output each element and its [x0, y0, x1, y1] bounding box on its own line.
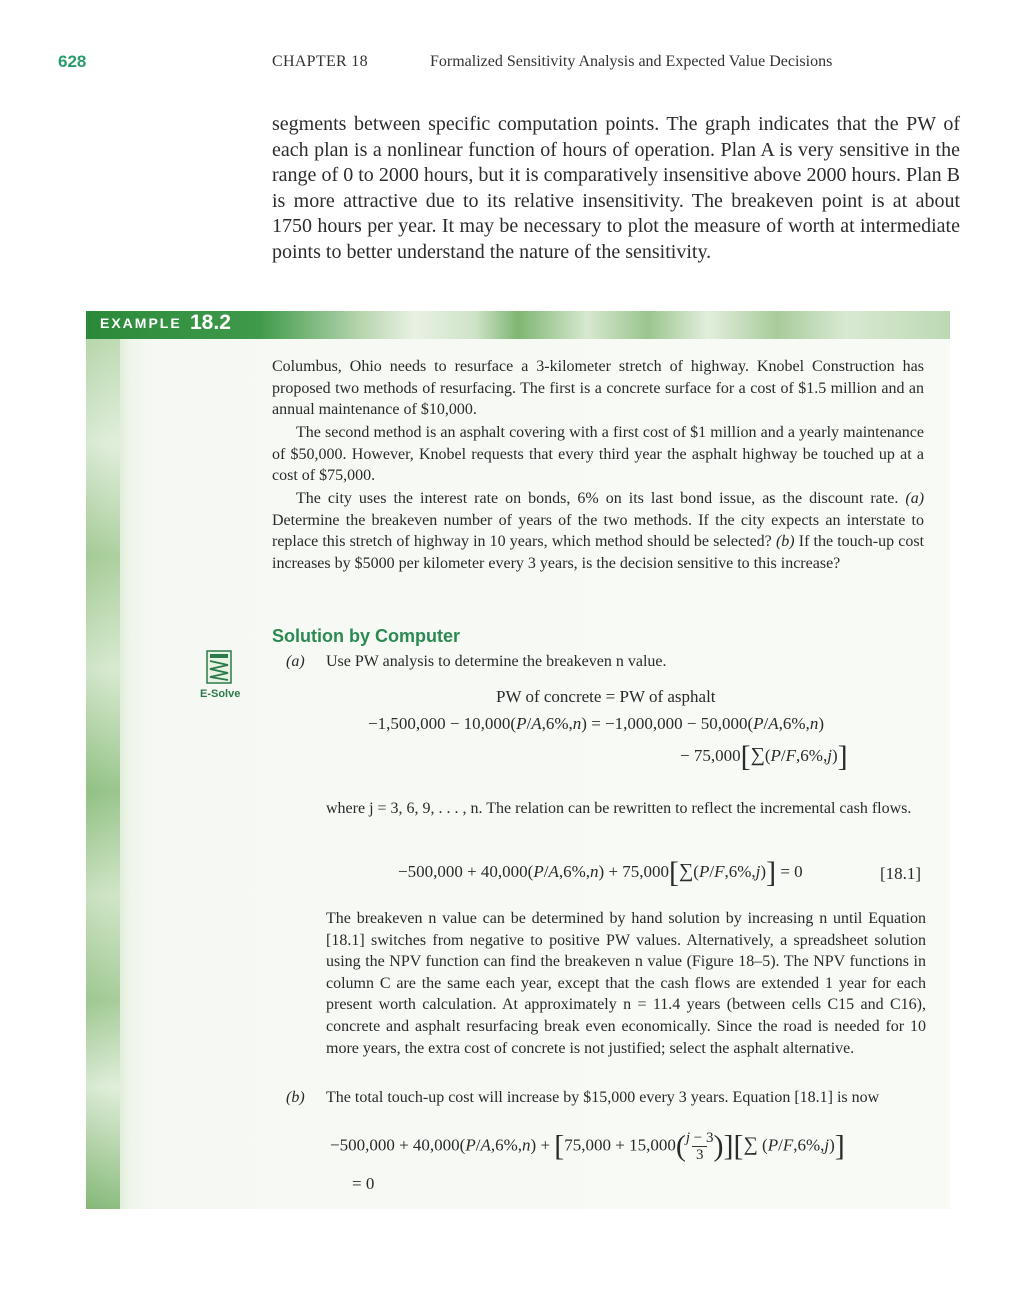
example-paragraph-3 — [272, 488, 924, 574]
p3-intro: The city uses the interest rate on bonds, 6% on its last bond issue, as the discount rate. — [296, 490, 899, 507]
equation-increasing-touchup: −500,000 + 40,000(P/A,6%,n) + [75,000 + 15,000(j − 3 3 )][∑ (P/F,6%,j)] — [330, 1129, 845, 1163]
equation-number: [18.1] — [880, 864, 922, 883]
p3-b-text: If the touch-up cost increases by $5000 per kilometer every 3 years, is the decision sensitive to this increase? — [272, 533, 925, 572]
example-paragraph-2: The second method is an asphalt covering with a first cost of $1 million and a yearly maintenance of $50,000. However, Knobel requests that every third year the asphalt highway be touched up at a cost of $75,000. — [272, 424, 924, 485]
example-label: EXAMPLE — [100, 315, 182, 331]
example-number: 18.2 — [190, 311, 231, 334]
page-number: 628 — [58, 52, 87, 71]
where-text: where j = 3, 6, 9, . . . , n. The relation can be rewritten to reflect the incremental cash flows. — [326, 800, 912, 817]
part-a-label: (a) — [286, 653, 305, 670]
p3-b-label: (b) — [775, 533, 795, 551]
equation-pw-equality: PW of concrete = PW of asphalt — [496, 687, 716, 706]
intro-paragraph: segments between specific computation points. The graph indicates that the PW of each plan is a nonlinear function of hours of operation. Plan A is very sensitive in the range of 0 to 2000 hours, but it is comparatively insensitive above 2000 hours. Plan B is more attractive due to its relative insensitivity. The breakeven point is at about 1750 hours per year. It may be necessary to plot the measure of worth at intermediate points to better understand the nature of the sensitivity. — [272, 113, 960, 263]
example-paragraph-1: Columbus, Ohio needs to resurface a 3-kilometer stretch of highway. Knobel Construction has proposed two methods of resurfacing. The first is a concrete surface for a cost of $1.5 million and an annual maintenance of $10,000. — [272, 358, 924, 419]
esolve-label: E-Solve — [200, 688, 241, 700]
equation-incremental: −500,000 + 40,000(P/A,6%,n) + 75,000[∑(P/F,6%,j)] = 0 — [398, 856, 803, 889]
part-b-text: The total touch-up cost will increase by $15,000 every 3 years. Equation [18.1] is now — [326, 1089, 880, 1106]
chapter-label: CHAPTER 18 — [272, 53, 368, 70]
p3-a-text: Determine the breakeven number of years of the two methods. If the city expects an interstate to replace this stretch of highway in 10 years, which method should be selected? — [272, 511, 924, 551]
equation-touchup-term: − 75,000[∑(P/F,6%,j)] — [680, 740, 848, 773]
breakeven-paragraph: The breakeven n value can be determined by hand solution by increasing n until Equation [18.1] switches from negative to positive PW values. Alternatively, a spreadsheet solution using the NPV function can find the breakeven n value (Figure 18–5). The NPV functions in column C are the same each year, except that the cash flows are extended 1 year for each present worth calculation. At approximately n = 11.4 years (between cells C15 and C16), concrete and asphalt resurfacing break even economically. Since the road is needed for 10 more years, the extra cost of concrete is not justified; select the asphalt alternative. — [326, 910, 926, 1057]
part-b-label: (b) — [286, 1089, 305, 1106]
equation-pw-expanded: −1,500,000 − 10,000(P/A,6%,n) = −1,000,000 − 50,000(P/A,6%,n) — [368, 714, 824, 733]
p3-a-label: (a) — [905, 490, 925, 507]
chapter-title: Formalized Sensitivity Analysis and Expected Value Decisions — [430, 53, 833, 70]
esolve-icon — [206, 650, 232, 684]
equation-final-rhs: = 0 — [352, 1174, 375, 1193]
solution-title: Solution by Computer — [272, 626, 460, 646]
part-a-text: Use PW analysis to determine the breakeven n value. — [326, 653, 667, 670]
